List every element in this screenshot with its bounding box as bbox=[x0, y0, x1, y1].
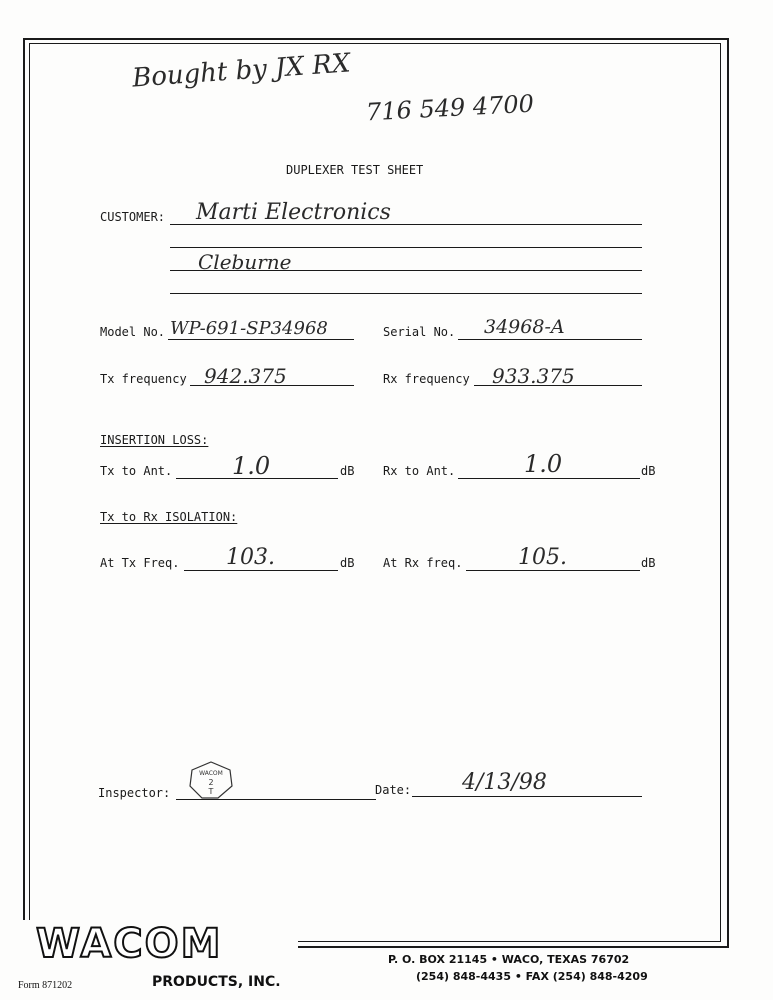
inspector-label: Inspector: bbox=[98, 786, 171, 800]
tx-frequency-value: 942.375 bbox=[204, 364, 287, 388]
at-tx-freq-label: At Tx Freq. bbox=[100, 556, 180, 570]
company-phone: (254) 848-4435 • FAX (254) 848-4209 bbox=[416, 970, 648, 983]
customer-line-4 bbox=[170, 293, 642, 294]
tx-to-ant-label: Tx to Ant. bbox=[100, 464, 173, 478]
model-label: Model No. bbox=[100, 325, 166, 339]
tx-to-ant-unit: dB bbox=[340, 464, 355, 478]
customer-city: Cleburne bbox=[198, 250, 292, 274]
customer-line-1 bbox=[170, 224, 642, 225]
customer-line-3 bbox=[170, 270, 642, 271]
at-rx-freq-unit: dB bbox=[641, 556, 656, 570]
at-rx-freq-label: At Rx freq. bbox=[383, 556, 463, 570]
at-rx-freq-value: 105. bbox=[518, 545, 567, 570]
tx-frequency-line bbox=[190, 385, 354, 386]
at-tx-freq-unit: dB bbox=[340, 556, 355, 570]
serial-line bbox=[458, 339, 642, 340]
isolation-heading: Tx to Rx ISOLATION: bbox=[100, 510, 238, 524]
model-value: WP-691-SP34968 bbox=[170, 318, 328, 339]
handwritten-phone-note: 716 549 4700 bbox=[365, 89, 535, 127]
wacom-logo: WACOM bbox=[36, 921, 223, 967]
sheet-title: DUPLEXER TEST SHEET bbox=[286, 163, 424, 177]
date-label: Date: bbox=[375, 783, 412, 797]
tx-to-ant-line bbox=[176, 478, 338, 479]
date-value: 4/13/98 bbox=[462, 770, 547, 795]
at-tx-freq-line bbox=[184, 570, 338, 571]
rx-frequency-value: 933.375 bbox=[492, 364, 575, 388]
inner-border bbox=[29, 43, 721, 942]
inspector-stamp-icon bbox=[188, 760, 234, 800]
handwritten-buyer-note: Bought by JX RX bbox=[131, 48, 352, 94]
at-tx-freq-value: 103. bbox=[226, 545, 275, 570]
svg-text:T: T bbox=[208, 787, 214, 796]
date-line bbox=[412, 796, 642, 797]
rx-frequency-line bbox=[474, 385, 642, 386]
insertion-loss-heading: INSERTION LOSS: bbox=[100, 433, 209, 447]
tx-frequency-label: Tx frequency bbox=[100, 372, 187, 386]
company-name: PRODUCTS, INC. bbox=[152, 974, 281, 990]
rx-to-ant-label: Rx to Ant. bbox=[383, 464, 456, 478]
svg-text:2: 2 bbox=[208, 778, 214, 787]
svg-text:WACOM: WACOM bbox=[199, 770, 223, 777]
rx-to-ant-line bbox=[458, 478, 640, 479]
model-line bbox=[168, 339, 354, 340]
company-address: P. O. BOX 21145 • WACO, TEXAS 76702 bbox=[388, 953, 630, 966]
customer-line-2 bbox=[170, 247, 642, 248]
customer-name: Marti Electronics bbox=[196, 200, 391, 225]
tx-to-ant-value: 1.0 bbox=[232, 452, 271, 480]
rx-frequency-label: Rx frequency bbox=[383, 372, 470, 386]
serial-label: Serial No. bbox=[383, 325, 456, 339]
at-rx-freq-line bbox=[466, 570, 640, 571]
customer-label: CUSTOMER: bbox=[100, 210, 166, 224]
rx-to-ant-unit: dB bbox=[641, 464, 656, 478]
serial-value: 34968-A bbox=[484, 316, 565, 338]
rx-to-ant-value: 1.0 bbox=[524, 450, 563, 478]
form-number: Form 871202 bbox=[18, 980, 73, 991]
